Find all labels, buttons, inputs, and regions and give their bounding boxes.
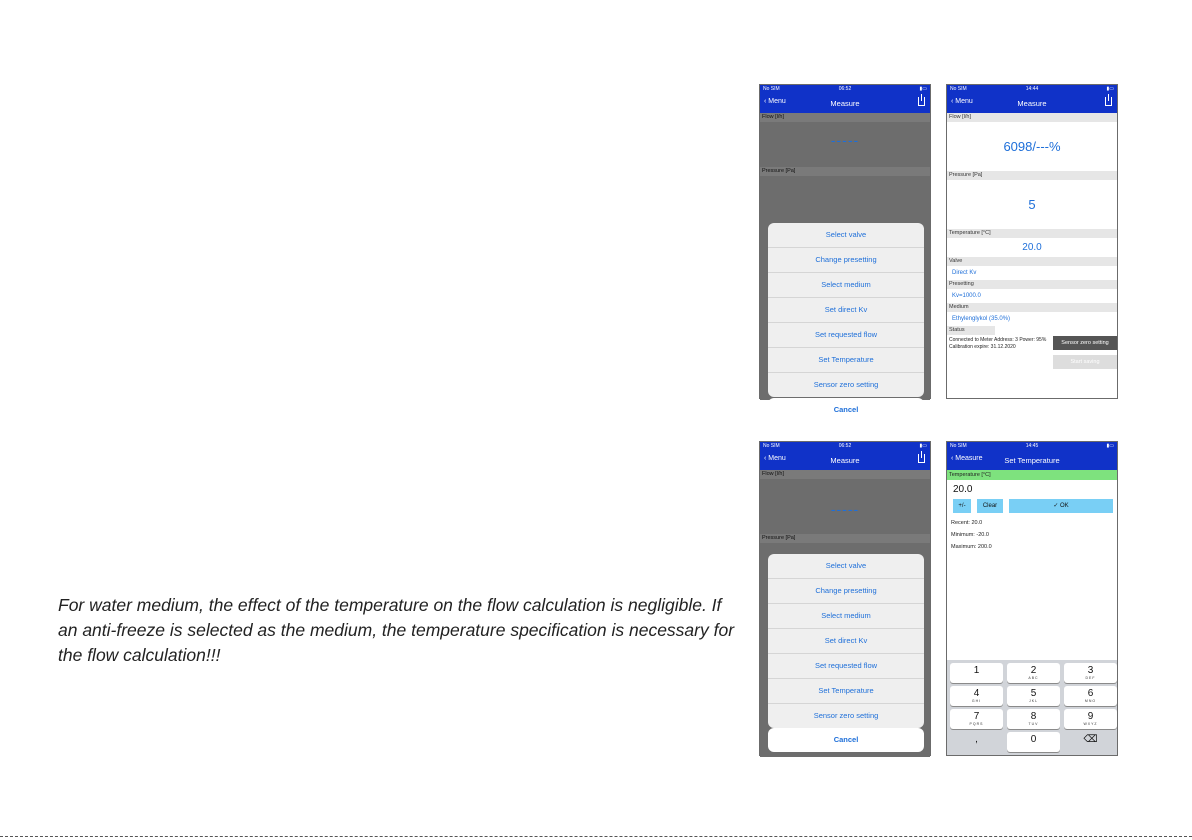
backspace-icon[interactable]: ⌫ [1083, 734, 1098, 745]
status-bar: No SIM 14:45 ▮▭ [947, 442, 1117, 451]
recent-value: Recent: 20.0 [951, 520, 983, 526]
option-sensor-zero[interactable]: Sensor zero setting [813, 711, 879, 720]
battery-icon: ▮▭ [1106, 443, 1114, 449]
status-bar: No SIM 06:52 ▮▭ [760, 442, 930, 451]
nav-bar [947, 451, 1117, 470]
battery-icon: ▮▭ [919, 443, 927, 449]
flow-value: 6098/---% [1003, 139, 1061, 154]
key-1[interactable]: 1 [950, 663, 1003, 683]
maximum-value: Maximum: 200.0 [951, 544, 992, 550]
option-select-valve[interactable]: Select valve [768, 554, 924, 579]
option-set-requested-flow[interactable]: Set requested flow [768, 323, 924, 348]
option-select-medium[interactable]: Select medium [768, 273, 924, 298]
key-8[interactable]: 8 TUV [1007, 709, 1060, 729]
back-measure-button[interactable]: ‹ Measure [951, 455, 983, 462]
key-6[interactable]: 6 MNO [1064, 686, 1117, 706]
valve-label: Valve [947, 257, 1117, 266]
flow-dashes: ----- [830, 132, 860, 148]
key-4[interactable]: 4 GHI [950, 686, 1003, 706]
temperature-input[interactable]: 20.0 [953, 484, 973, 495]
caption-text: For water medium, the effect of the temperature on the flow calculation is negligible. If an anti-freeze is selected as the medium, the temperature specification is necessary for the flow calculation!!! [58, 595, 735, 665]
option-set-temperature[interactable]: Set Temperature [768, 679, 924, 704]
back-menu-button[interactable]: ‹ Menu [951, 98, 973, 105]
ok-button[interactable]: ✓ OK [1009, 499, 1113, 513]
nav-bar [760, 451, 930, 470]
option-set-direct-kv[interactable]: Set direct Kv [768, 298, 924, 323]
temperature-value[interactable]: 20.0 [1022, 242, 1042, 253]
key-3[interactable]: 3 DEF [1064, 663, 1117, 683]
key-0[interactable]: 0 [1007, 732, 1060, 752]
key-7[interactable]: 7 PQRS [950, 709, 1003, 729]
phone-measure-detail [946, 84, 1118, 399]
cancel-button[interactable]: Cancel [768, 398, 924, 422]
option-sensor-zero[interactable]: Sensor zero setting [813, 380, 879, 389]
dimmed-background: Flow [l/h] ----- Pressure [Pa] Select valve Change presetting Select medium Set direct Kv Set requested flow Set Temperature Sensor zero setting Cancel [760, 470, 930, 757]
sensor-zero-button[interactable]: Sensor zero setting [1053, 336, 1117, 350]
numeric-keypad [947, 660, 1117, 755]
nav-title: Measure [1017, 99, 1047, 108]
nav-bar [947, 94, 1117, 113]
back-menu-button[interactable]: ‹ Menu [764, 455, 786, 462]
option-set-requested-flow[interactable]: Set requested flow [768, 654, 924, 679]
nav-bar [760, 94, 930, 113]
action-sheet [768, 554, 924, 728]
dimmed-background: Flow [l/h] ----- Pressure [Pa] Select valve Change presetting Select medium Set direct Kv Set requested flow Set Temperature Sensor zero setting Cancel [760, 113, 930, 400]
temperature-header: Temperature [°C] [947, 470, 1117, 480]
plus-minus-button[interactable]: +/- [953, 499, 971, 513]
nav-title: Set Temperature [1004, 456, 1060, 465]
medium-label: Medium [947, 303, 1117, 312]
minimum-value: Minimum: -20.0 [951, 532, 989, 538]
battery-icon: ▮▭ [1106, 86, 1114, 92]
phone-set-temperature [946, 441, 1118, 756]
phone-measure-actionsheet-top [759, 84, 931, 414]
clear-button[interactable]: Clear [977, 499, 1003, 513]
key-2[interactable]: 2 ABC [1007, 663, 1060, 683]
option-select-valve[interactable]: Select valve [768, 223, 924, 248]
key-comma[interactable]: , [975, 734, 978, 745]
status-text: Connected to Meter Address: 3 Power: 95% Calibration expire: 31.12.2020 [949, 337, 1047, 350]
share-icon[interactable] [918, 97, 925, 106]
key-9[interactable]: 9 WXYZ [1064, 709, 1117, 729]
key-5[interactable]: 5 JKL [1007, 686, 1060, 706]
pressure-value: 5 [1028, 197, 1036, 212]
cancel-button[interactable]: Cancel [768, 728, 924, 752]
option-set-temperature[interactable]: Set Temperature [768, 348, 924, 373]
phone-measure-actionsheet-bottom [759, 441, 931, 756]
temperature-label: Temperature [°C] [947, 229, 1117, 238]
flow-dashes: ----- [830, 501, 860, 517]
share-icon[interactable] [918, 454, 925, 463]
share-icon[interactable] [1105, 97, 1112, 106]
presetting-value[interactable]: Kv=1000.0 [952, 293, 981, 299]
status-bar: No SIM 14:44 ▮▭ [947, 85, 1117, 94]
option-set-direct-kv[interactable]: Set direct Kv [768, 629, 924, 654]
battery-icon: ▮▭ [919, 86, 927, 92]
page-divider [0, 836, 1192, 837]
start-saving-button[interactable]: Start saving [1053, 355, 1117, 369]
back-menu-button[interactable]: ‹ Menu [764, 98, 786, 105]
status-label: Status [947, 326, 995, 335]
option-change-presetting[interactable]: Change presetting [768, 579, 924, 604]
nav-title: Measure [830, 456, 860, 465]
flow-label: Flow [l/h] [947, 113, 1117, 122]
presetting-label: Presetting [947, 280, 1117, 289]
status-bar: No SIM 06:52 ▮▭ [760, 85, 930, 94]
option-select-medium[interactable]: Select medium [768, 604, 924, 629]
option-change-presetting[interactable]: Change presetting [768, 248, 924, 273]
action-sheet [768, 223, 924, 397]
valve-value[interactable]: Direct Kv [952, 270, 977, 276]
medium-value[interactable]: Ethylenglykol (35.0%) [952, 316, 1011, 322]
nav-title: Measure [830, 99, 860, 108]
pressure-label: Pressure [Pa] [947, 171, 1117, 180]
